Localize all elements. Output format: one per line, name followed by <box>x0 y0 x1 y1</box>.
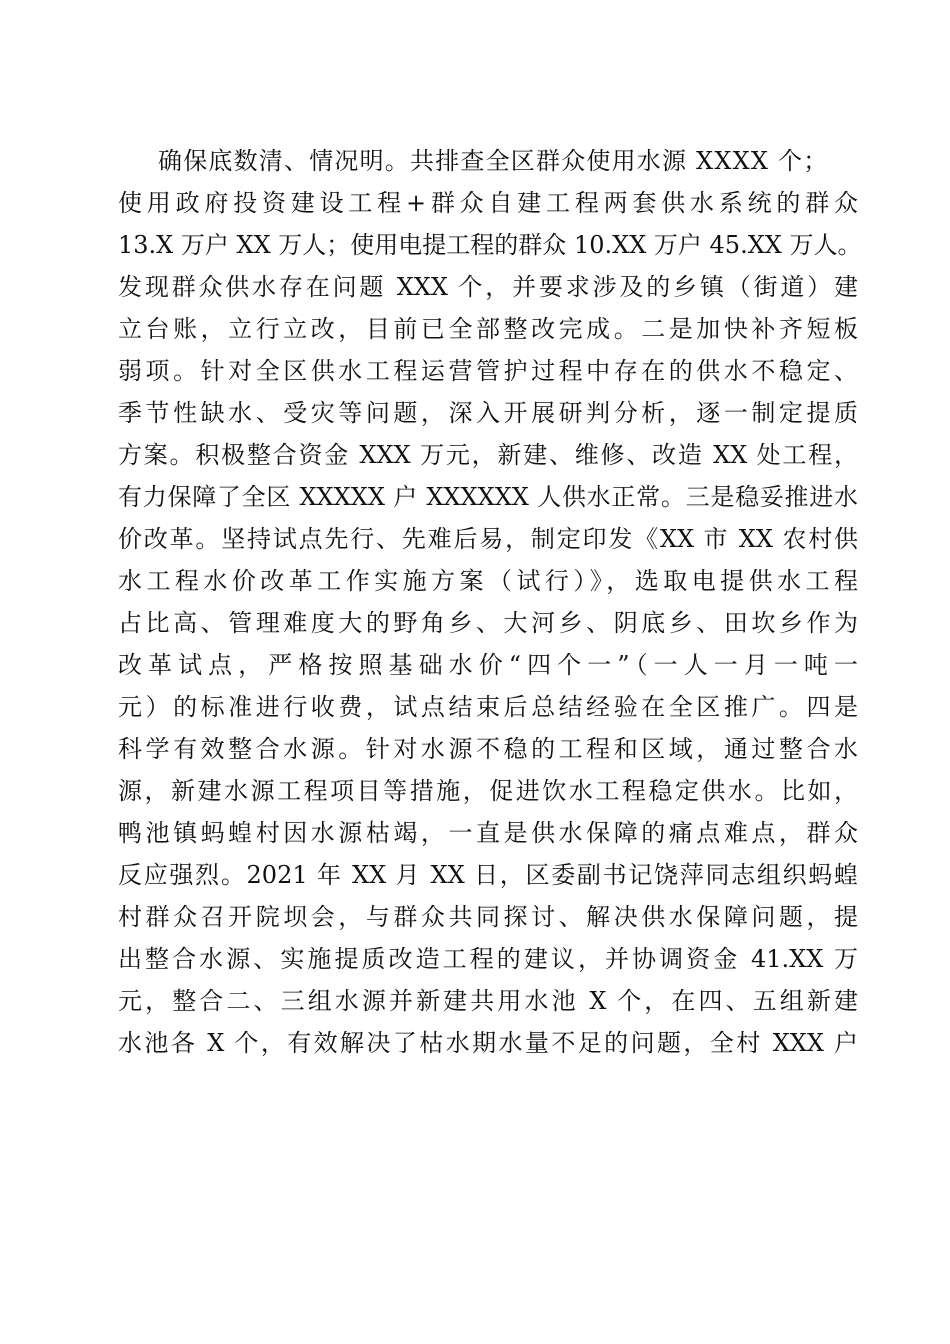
text-line: 反应强烈。2021 年 XX 月 XX 日，区委副书记饶萍同志组织蚂蝗 <box>118 861 858 889</box>
text-line: 改革试点，严格按照基础水价“四个一”（一人一月一吨一 <box>118 651 858 679</box>
text-line: 占比高、管理难度大的野角乡、大河乡、阴底乡、田坎乡作为 <box>118 609 858 637</box>
text-line: 确保底数清、情况明。共排查全区群众使用水源 XXXX 个； <box>158 147 829 175</box>
text-line: 鸭池镇蚂蝗村因水源枯竭，一直是供水保障的痛点难点，群众 <box>118 819 858 847</box>
text-line: 元）的标准进行收费，试点结束后总结经验在全区推广。四是 <box>118 693 858 721</box>
text-line: 水工程水价改革工作实施方案（试行）》，选取电提供水工程 <box>118 567 858 595</box>
text-line: 源，新建水源工程项目等措施，促进饮水工程稳定供水。比如， <box>118 777 858 805</box>
text-line: 有力保障了全区 XXXXX 户 XXXXXX 人供水正常。三是稳妥推进水 <box>118 483 858 511</box>
text-line: 村群众召开院坝会，与群众共同探讨、解决供水保障问题，提 <box>118 903 858 931</box>
text-line: 季节性缺水、受灾等问题，深入开展研判分析，逐一制定提质 <box>118 399 858 427</box>
body-paragraph <box>118 140 862 1064</box>
text-line: 元，整合二、三组水源并新建共用水池 X 个，在四、五组新建 <box>118 987 858 1015</box>
text-line: 弱项。针对全区供水工程运营管护过程中存在的供水不稳定、 <box>118 357 858 385</box>
text-line: 出整合水源、实施提质改造工程的建议，并协调资金 41.XX 万 <box>118 945 858 973</box>
text-line: 发现群众供水存在问题 XXX 个，并要求涉及的乡镇（街道）建 <box>118 273 858 301</box>
text-line: 水池各 X 个，有效解决了枯水期水量不足的问题，全村 XXX 户 <box>118 1029 858 1057</box>
text-line: 使用政府投资建设工程+群众自建工程两套供水系统的群众 <box>118 189 858 217</box>
text-line: 科学有效整合水源。针对水源不稳的工程和区域，通过整合水 <box>118 735 858 763</box>
text-line: 立台账，立行立改，目前已全部整改完成。二是加快补齐短板 <box>118 315 858 343</box>
text-line: 13.X 万户 XX 万人；使用电提工程的群众 10.XX 万户 45.XX 万人。 <box>118 231 862 259</box>
text-line: 方案。积极整合资金 XXX 万元，新建、维修、改造 XX 处工程， <box>118 441 858 469</box>
text-line: 价改革。坚持试点先行、先难后易，制定印发《XX 市 XX 农村供 <box>118 525 858 553</box>
